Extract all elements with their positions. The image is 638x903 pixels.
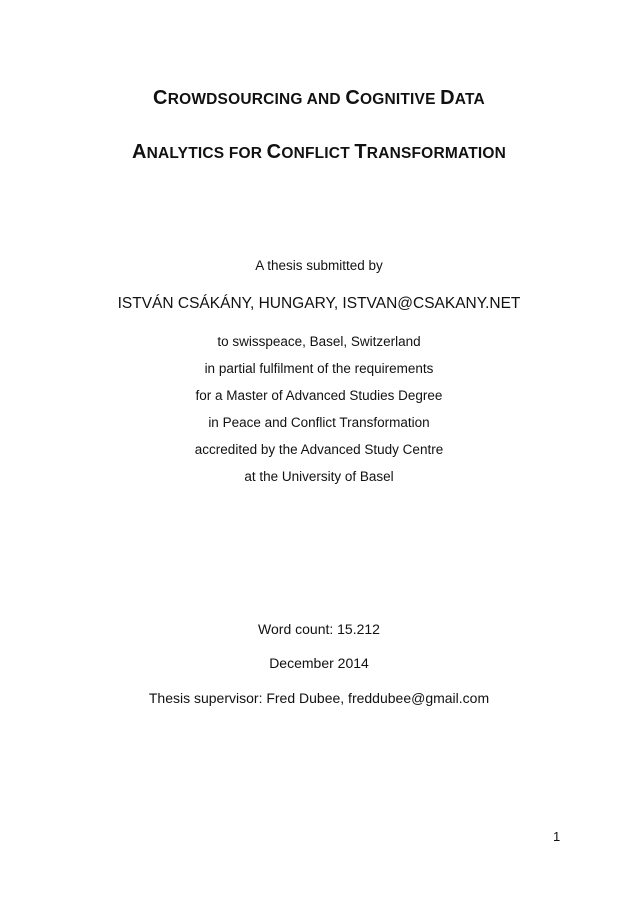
submitted-by-line: A thesis submitted by [255,258,383,273]
title-2-cap-2: C [266,141,282,163]
detail-line-6: at the University of Basel [244,469,394,484]
title-1-sc-3: ATA [454,91,485,108]
date-line: December 2014 [269,655,369,671]
title-2-sc-1: NALYTICS FOR [146,145,267,162]
title-2-sc-3: RANSFORMATION [366,145,507,162]
author-line: ISTVÁN CSÁKÁNY, HUNGARY, ISTVAN@CSAKANY.NET [117,295,521,312]
detail-line-4: in Peace and Conflict Transformation [208,415,430,430]
title-line-2 [0,141,638,164]
detail-line-2: in partial fulfilment of the requirements [204,361,434,376]
page-number: 1 [553,829,561,844]
title-1-sc-1: ROWDSOURCING AND [167,91,346,108]
word-count: Word count: 15.212 [258,621,380,637]
title-line-1 [0,87,638,110]
title-1-cap-1: C [153,87,168,109]
title-1-cap-2: C [345,87,360,109]
title-2-cap-3: T [354,141,367,163]
title-2-cap-1: A [131,141,147,163]
title-2-sc-2: ONFLICT [281,145,355,162]
supervisor-line: Thesis supervisor: Fred Dubee, freddubee@gmail.com [148,690,490,706]
detail-line-3: for a Master of Advanced Studies Degree [195,388,443,403]
title-1-sc-2: OGNITIVE [359,91,441,108]
detail-line-1: to swisspeace, Basel, Switzerland [217,334,421,349]
title-1-cap-3: D [440,87,455,109]
detail-line-5: accredited by the Advanced Study Centre [194,442,444,457]
